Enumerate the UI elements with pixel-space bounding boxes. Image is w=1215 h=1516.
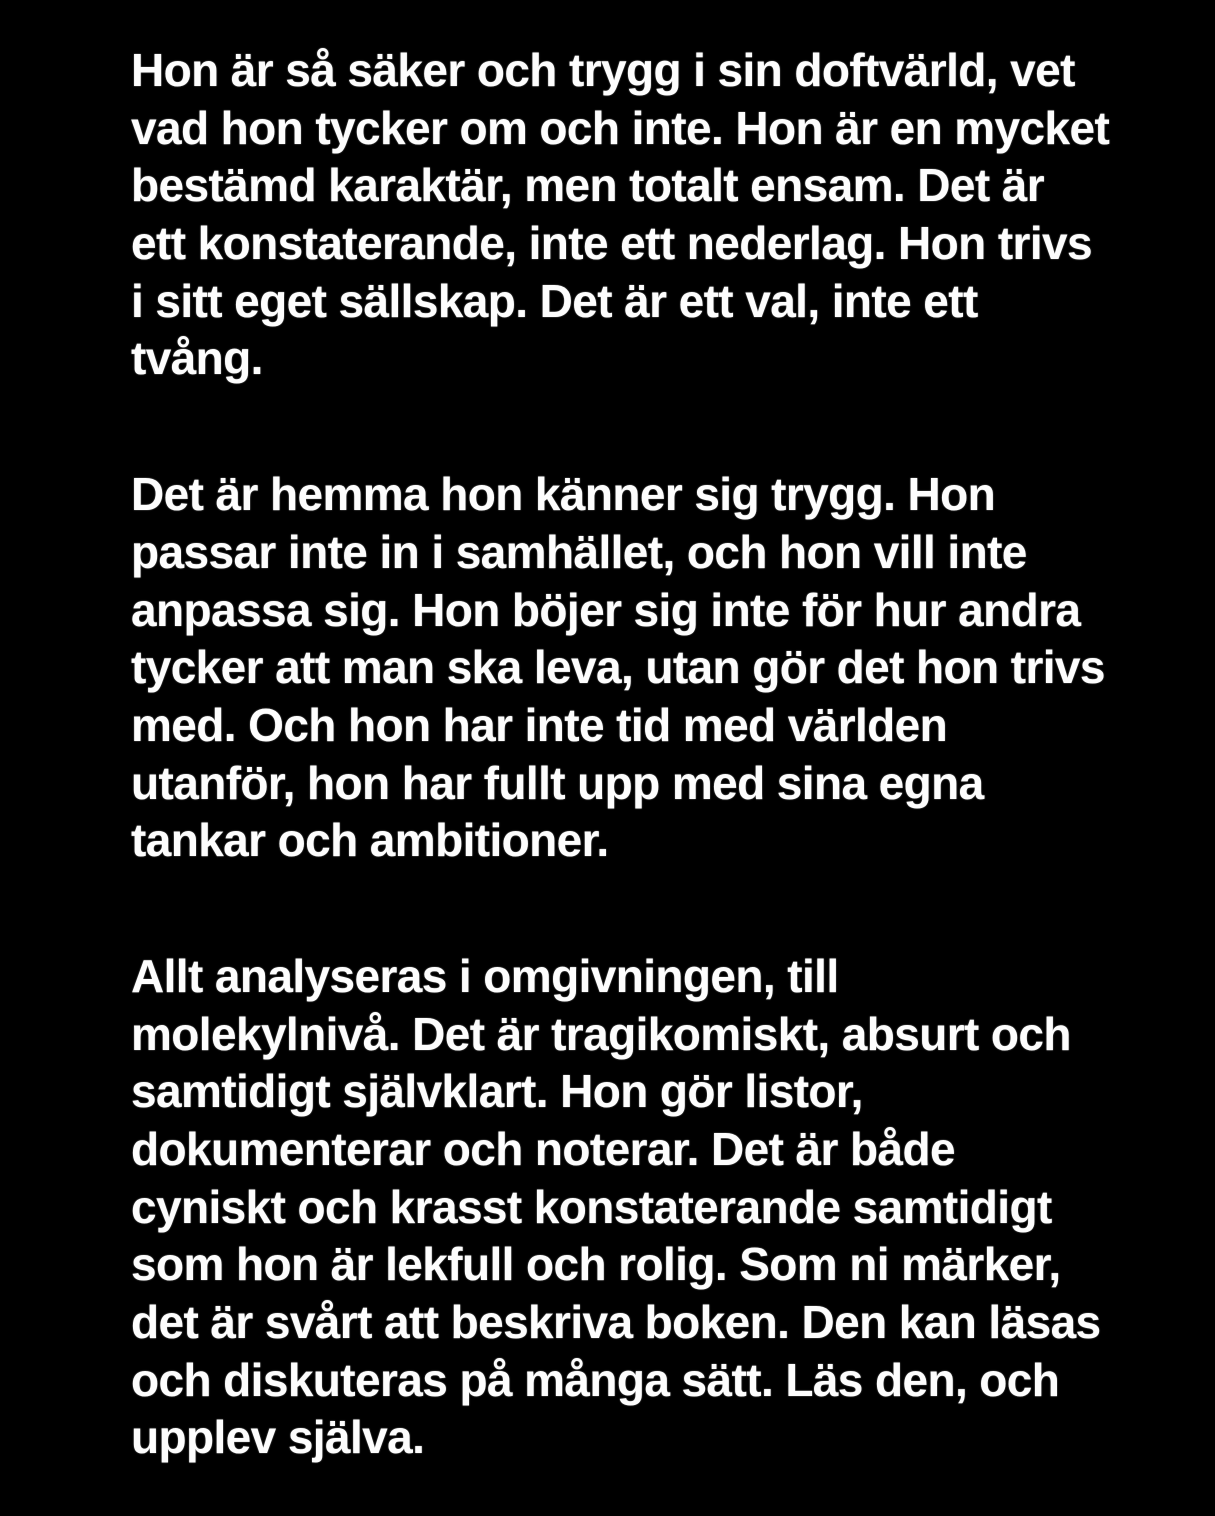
text-line: bestämd karaktär, men totalt ensam. Det är [131,159,1045,212]
text-line: tvång. [131,332,263,385]
text-line: med. Och hon har inte tid med världen [131,698,948,751]
paragraph-1 [131,42,1215,388]
text-line: vad hon tycker om och inte. Hon är en mycket [131,101,1110,154]
text-line: Det är hemma hon känner sig trygg. Hon [131,468,996,521]
text-line: utanför, hon har fullt upp med sina egna [131,756,984,809]
text-page [131,42,1215,1467]
text-line: molekylnivå. Det är tragikomiskt, absurt och [131,1007,1071,1060]
paragraph-2 [131,466,1215,870]
text-line: och diskuteras på många sätt. Läs den, och [131,1353,1060,1406]
text-line: i sitt eget sällskap. Det är ett val, inte ett [131,274,978,327]
text-line: upplev själva. [131,1411,425,1464]
text-line: passar inte in i samhället, och hon vill inte [131,525,1027,578]
text-line: cyniskt och krasst konstaterande samtidigt [131,1180,1052,1233]
text-line: Allt analyseras i omgivningen, till [131,949,839,1002]
text-line: ett konstaterande, inte ett nederlag. Hon trivs [131,217,1093,270]
text-line: Hon är så säker och trygg i sin doftvärld, vet [131,44,1075,96]
text-line: anpassa sig. Hon böjer sig inte för hur andra [131,583,1081,636]
text-line: tankar och ambitioner. [131,814,609,867]
text-line: tycker att man ska leva, utan gör det hon trivs [131,641,1105,694]
text-line: det är svårt att beskriva boken. Den kan läsas [131,1296,1101,1349]
text-line: samtidigt självklart. Hon gör listor, [131,1065,863,1118]
text-line: dokumenterar och noterar. Det är både [131,1123,955,1175]
paragraph-3 [131,948,1215,1467]
text-line: som hon är lekfull och rolig. Som ni märker, [131,1238,1061,1291]
